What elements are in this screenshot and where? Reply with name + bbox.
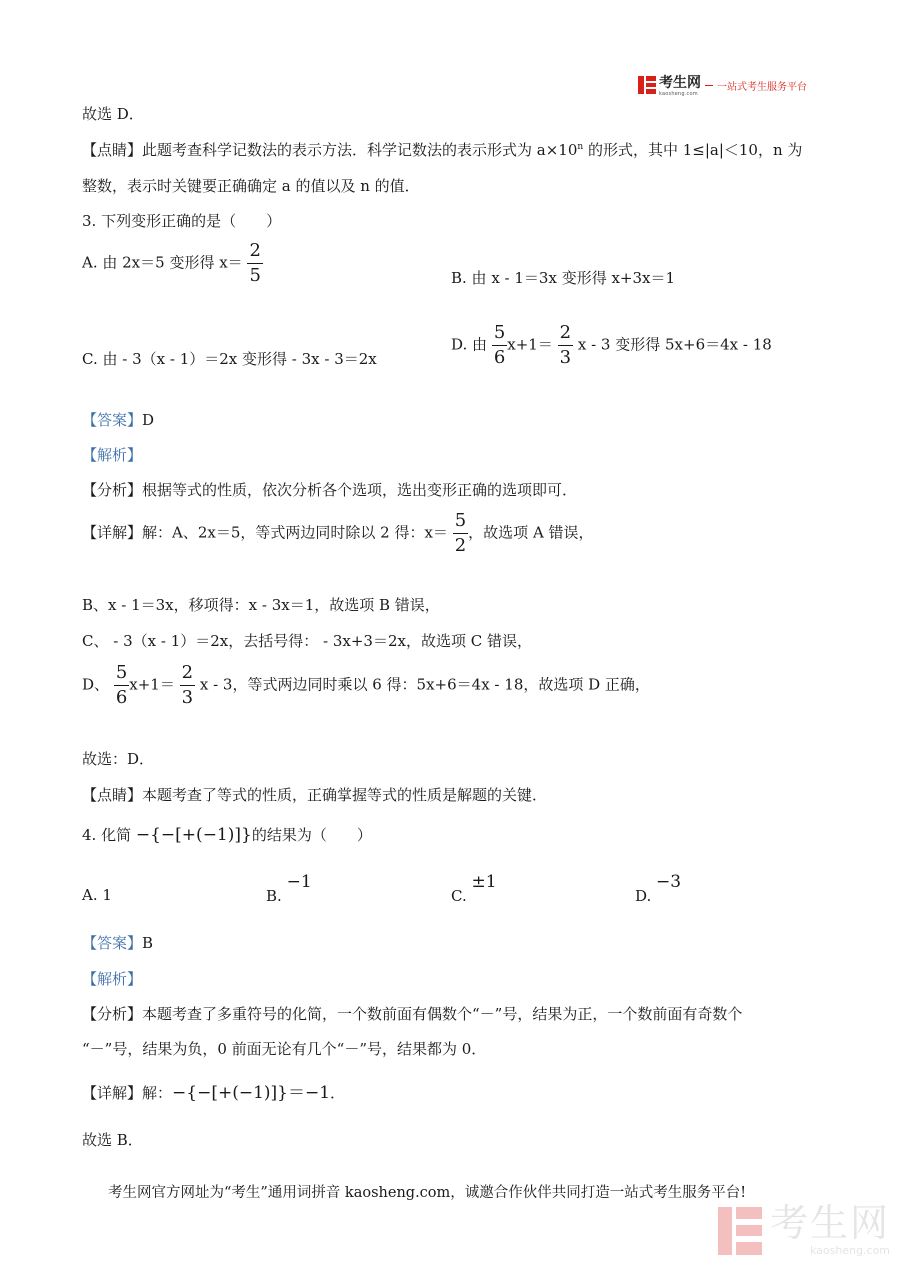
q3-answer-tag: 【答案】 [82,411,143,429]
logo-divider [705,85,713,86]
q3-option-d-label: D. 由 [451,335,488,354]
q3-detail-d-fraction-2 [180,664,195,707]
q3-detail-d-mid: x+1＝ [129,675,175,694]
q3-title: 3. 下列变形正确的是（ ） [82,212,282,230]
logo-slogan: 一站式考生服务平台 [717,81,807,93]
q3-option-d-num2: 2 [558,324,573,346]
q3-detail-a-fraction [453,512,468,555]
header-logo [638,74,807,96]
p2-point-line2: 整数，表示时关键要正确确定 a 的值以及 n 的值． [82,177,420,195]
q4-option-c-label: C. [451,887,467,905]
q3-option-a-expr: 2x＝5 变形得 x＝ [122,253,243,272]
p2-point-tag: 【点睛】 [82,141,143,159]
q3-detail-d-num1: 5 [114,664,129,686]
q3-answer-value: D [142,411,155,429]
q4-option-b [266,872,312,905]
q4-detail-2: ． [330,1084,346,1102]
q4-detail [82,1078,345,1103]
q3-detail-d-num2: 2 [180,664,195,686]
q4-option-c [451,872,497,905]
q4-fenxi-tag: 【分析】 [82,1005,143,1023]
q4-analysis-tag: 【解析】 [82,970,143,988]
p2-point-text-2: 的形式，其中 1≤|a|＜10，n 为 [583,141,803,159]
q3-point [82,784,547,805]
q4-detail-1: 解： [142,1084,173,1102]
q3-detail-a-1: 解：A、2x＝5，等式两边同时除以 2 得：x＝ [142,523,448,542]
q3-option-a-den: 5 [249,265,261,286]
q3-option-a-label: A. 由 [82,253,123,272]
q4-answer-value: B [142,934,154,952]
q4-option-d-value: −3 [656,872,682,892]
q3-detail-a-num: 5 [453,512,468,534]
q3-option-a-fraction [247,242,262,285]
q3-option-a [82,242,263,285]
watermark-name: 考生网 [770,1201,891,1245]
p2-point [82,139,802,160]
q3-detail-d-fraction-1 [114,664,129,707]
q3-detail-c: C、 ‐ 3（x ‐ 1）＝2x，去括号得： ‐ 3x+3＝2x，故选项 C 错误， [82,632,532,650]
q3-detail-d-label: D、 [82,675,110,694]
q4-fenxi-line2: “－”号，结果为负，0 前面无论有几个“－”号，结果都为 0． [82,1040,487,1058]
q3-conclusion: 故选：D． [82,750,155,768]
p2-point-exp: n [577,142,584,152]
q3-detail-a-2: ，故选项 A 错误， [468,523,594,542]
q3-detail-tag: 【详解】 [82,523,143,542]
q4-fenxi-text-1: 本题考查了多重符号的化简，一个数前面有偶数个“－”号，结果为正，一个数前面有奇数个 [142,1005,743,1023]
p2-conclusion: 故选 D． [82,105,144,123]
q4-answer [82,932,153,953]
watermark-mark-icon [718,1207,762,1255]
q4-title-expr: −{−[+(−1)]} [135,825,252,845]
q3-analysis-tag: 【解析】 [82,446,143,464]
q3-detail-d-den1: 6 [115,687,128,708]
q3-option-d-fraction-1 [492,324,507,367]
q3-fenxi [82,479,577,500]
q3-detail-d-den2: 3 [181,687,194,708]
p2-point-text-1: 此题考查科学记数法的表示方法．科学记数法的表示形式为 a×10 [142,141,578,159]
q3-fenxi-text: 根据等式的性质，依次分析各个选项，选出变形正确的选项即可． [142,481,578,499]
q3-option-d-fraction-2 [558,324,573,367]
q4-option-c-value: ±1 [471,872,497,892]
q3-option-d-den1: 6 [493,347,506,368]
q3-answer [82,409,154,430]
q3-option-d [451,324,772,367]
q3-option-d-mid: x+1＝ [507,335,553,354]
q3-fenxi-tag: 【分析】 [82,481,143,499]
q4-detail-expr: −{−[+(−1)]}＝−1 [172,1083,331,1103]
watermark [718,1201,891,1257]
q3-option-d-den2: 3 [559,347,572,368]
q3-point-tag: 【点睛】 [82,786,143,804]
q3-option-d-num1: 5 [492,324,507,346]
q4-title-2: 的结果为（ ） [251,826,372,844]
q4-fenxi [82,1003,742,1024]
q3-detail-a-den: 2 [454,535,467,556]
q4-option-b-value: −1 [286,872,312,892]
q3-option-d-tail: x ‐ 3 变形得 5x+6＝4x ‐ 18 [577,335,772,354]
q4-answer-tag: 【答案】 [82,934,143,952]
logo-mark-icon [638,76,656,94]
q3-detail-d [82,664,650,707]
footer-text: 考生网官方网址为“考生”通用词拼音 kaosheng.com，诚邀合作伙伴共同打造一站式考生服务平台! [108,1185,747,1201]
q4-option-d-label: D. [635,887,652,905]
q3-detail-d-tail: x ‐ 3，等式两边同时乘以 6 得：5x+6＝4x ‐ 18，故选项 D 正确， [199,675,650,694]
q3-point-text: 本题考查了等式的性质，正确掌握等式的性质是解题的关键． [142,786,548,804]
q4-detail-tag: 【详解】 [82,1084,143,1102]
q4-option-a: A. 1 [82,886,112,904]
q3-detail-b: B、x ‐ 1＝3x，移项得：x ‐ 3x＝1，故选项 B 错误， [82,596,440,614]
q3-option-c: C. 由 ‐ 3（x ‐ 1）＝2x 变形得 ‐ 3x ‐ 3＝2x [82,350,377,368]
logo-name: 考生网 [659,75,701,91]
q4-option-d [635,872,682,905]
q3-detail-a [82,512,594,555]
q4-title-1: 4. 化简 [82,826,132,844]
logo-domain: kaosheng.com [659,91,698,97]
q3-option-b: B. 由 x ‐ 1＝3x 变形得 x+3x＝1 [451,269,676,287]
watermark-domain: kaosheng.com [809,1244,891,1257]
q3-option-a-num: 2 [247,242,262,264]
q4-title [82,824,372,845]
q4-option-b-label: B. [266,887,282,905]
q4-conclusion: 故选 B． [82,1131,143,1149]
